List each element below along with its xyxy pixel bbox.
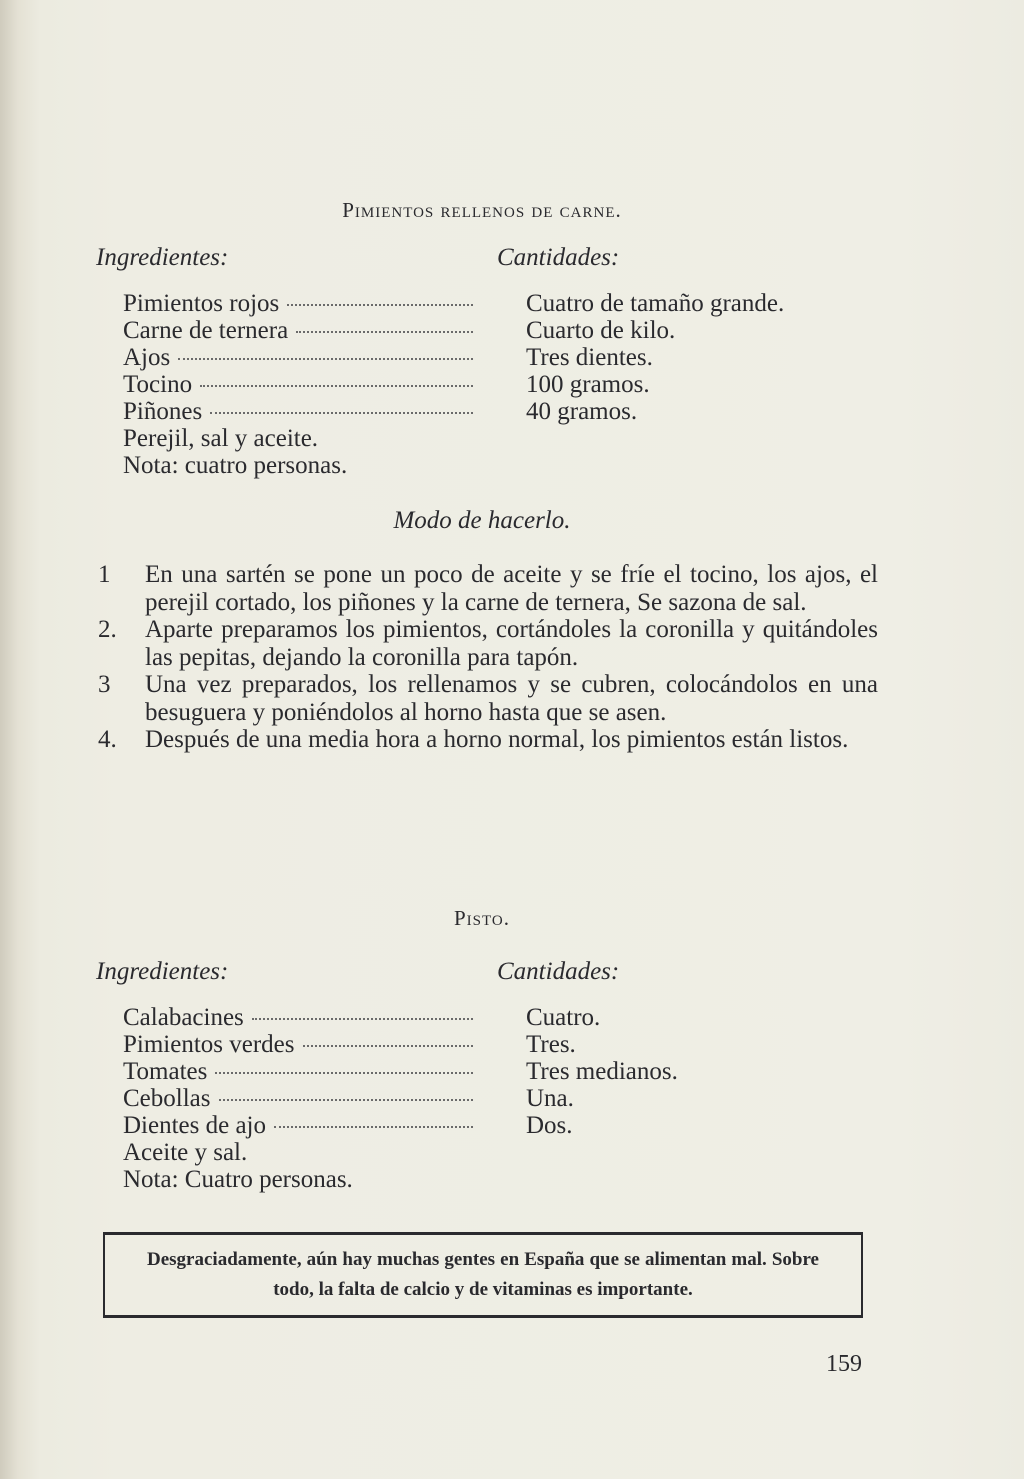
leader-dots [287, 304, 473, 306]
leader-dots [303, 1045, 473, 1047]
note-text: Desgraciadamente, aún hay muchas gentes en España que se alimentan mal. Sobre todo, la falta de calcio y de vitaminas es importante. [147, 1249, 819, 1300]
ingredient-name: Calabacines [123, 1004, 244, 1031]
recipe-title: Pisto. [454, 906, 510, 930]
ingredient-row [123, 1004, 473, 1031]
quantity-list [526, 290, 784, 425]
ingredient-row [123, 317, 473, 344]
step-text: En una sartén se pone un poco de aceite y se fríe el tocino, los ajos, el perejil cortado, los piñones y la carne de ternera, Se sazona de sal. [145, 561, 878, 616]
method-steps [98, 561, 878, 754]
method-heading: Modo de hacerlo. [393, 507, 571, 534]
quantity: Tres dientes. [526, 344, 653, 371]
leader-dots [274, 1126, 473, 1128]
quantity: Una. [526, 1085, 574, 1112]
note-box [103, 1232, 863, 1318]
ingredient-row [123, 398, 473, 425]
ingredient-name: Pimientos verdes [123, 1031, 295, 1058]
quantity: Tres. [526, 1031, 576, 1058]
recipe-title: Pimientos rellenos de carne. [342, 198, 622, 222]
leader-dots [215, 1072, 473, 1074]
ingredient-name: Pimientos rojos [123, 290, 280, 317]
note-line: Nota: cuatro personas. [123, 452, 348, 479]
leader-dots [252, 1018, 473, 1020]
leader-dots [200, 385, 473, 387]
quantity: 40 gramos. [526, 398, 638, 425]
ingredient-name: Carne de ternera [123, 317, 289, 344]
step-number: 2. [98, 616, 117, 643]
quantity: 100 gramos. [526, 371, 650, 398]
quantities-heading: Cantidades: [497, 244, 620, 271]
ingredient-name: Tocino [123, 371, 193, 398]
ingredient-name: Tomates [123, 1058, 208, 1085]
step-item [98, 616, 878, 671]
ingredient-row [123, 290, 473, 317]
step-item [98, 561, 878, 616]
quantity: Cuatro. [526, 1004, 601, 1031]
step-number: 3 [98, 671, 111, 698]
quantity: Dos. [526, 1112, 573, 1139]
step-item [98, 726, 878, 754]
leader-dots [296, 331, 473, 333]
extra-line: Aceite y sal. [123, 1139, 248, 1166]
ingredient-name: Piñones [123, 398, 203, 425]
ingredient-name: Dientes de ajo [123, 1112, 267, 1139]
ingredients-heading: Ingredientes: [96, 244, 229, 271]
extra-line: Perejil, sal y aceite. [123, 425, 319, 452]
ingredient-row [123, 371, 473, 398]
step-number: 1 [98, 561, 111, 588]
quantity-list [526, 1004, 678, 1139]
quantity: Cuarto de kilo. [526, 317, 676, 344]
ingredient-list [123, 1004, 473, 1193]
step-text: Una vez preparados, los rellenamos y se cubren, colocándolos en una besuguera y poniéndolos al horno hasta que se asen. [145, 671, 878, 726]
quantity: Tres medianos. [526, 1058, 678, 1085]
quantity: Cuatro de tamaño grande. [526, 290, 785, 317]
step-text: Después de una media hora a horno normal, los pimientos están listos. [145, 726, 849, 753]
page-number: 159 [826, 1351, 862, 1377]
step-number: 4. [98, 726, 117, 753]
ingredient-row [123, 344, 473, 371]
leader-dots [219, 1099, 474, 1101]
ingredient-name: Cebollas [123, 1085, 211, 1112]
ingredient-row [123, 1031, 473, 1058]
quantities-heading: Cantidades: [497, 958, 620, 985]
ingredient-row [123, 1085, 473, 1112]
ingredient-list [123, 290, 473, 479]
ingredients-heading: Ingredientes: [96, 958, 229, 985]
ingredient-row [123, 1112, 473, 1139]
step-text: Aparte preparamos los pimientos, cortándoles la coronilla y quitándoles las pepitas, dejando la coronilla para tapón. [145, 616, 878, 671]
ingredient-row [123, 1058, 473, 1085]
note-line: Nota: Cuatro personas. [123, 1166, 353, 1193]
ingredient-name: Ajos [123, 344, 171, 371]
leader-dots [178, 358, 473, 360]
step-item [98, 671, 878, 726]
leader-dots [210, 412, 473, 414]
